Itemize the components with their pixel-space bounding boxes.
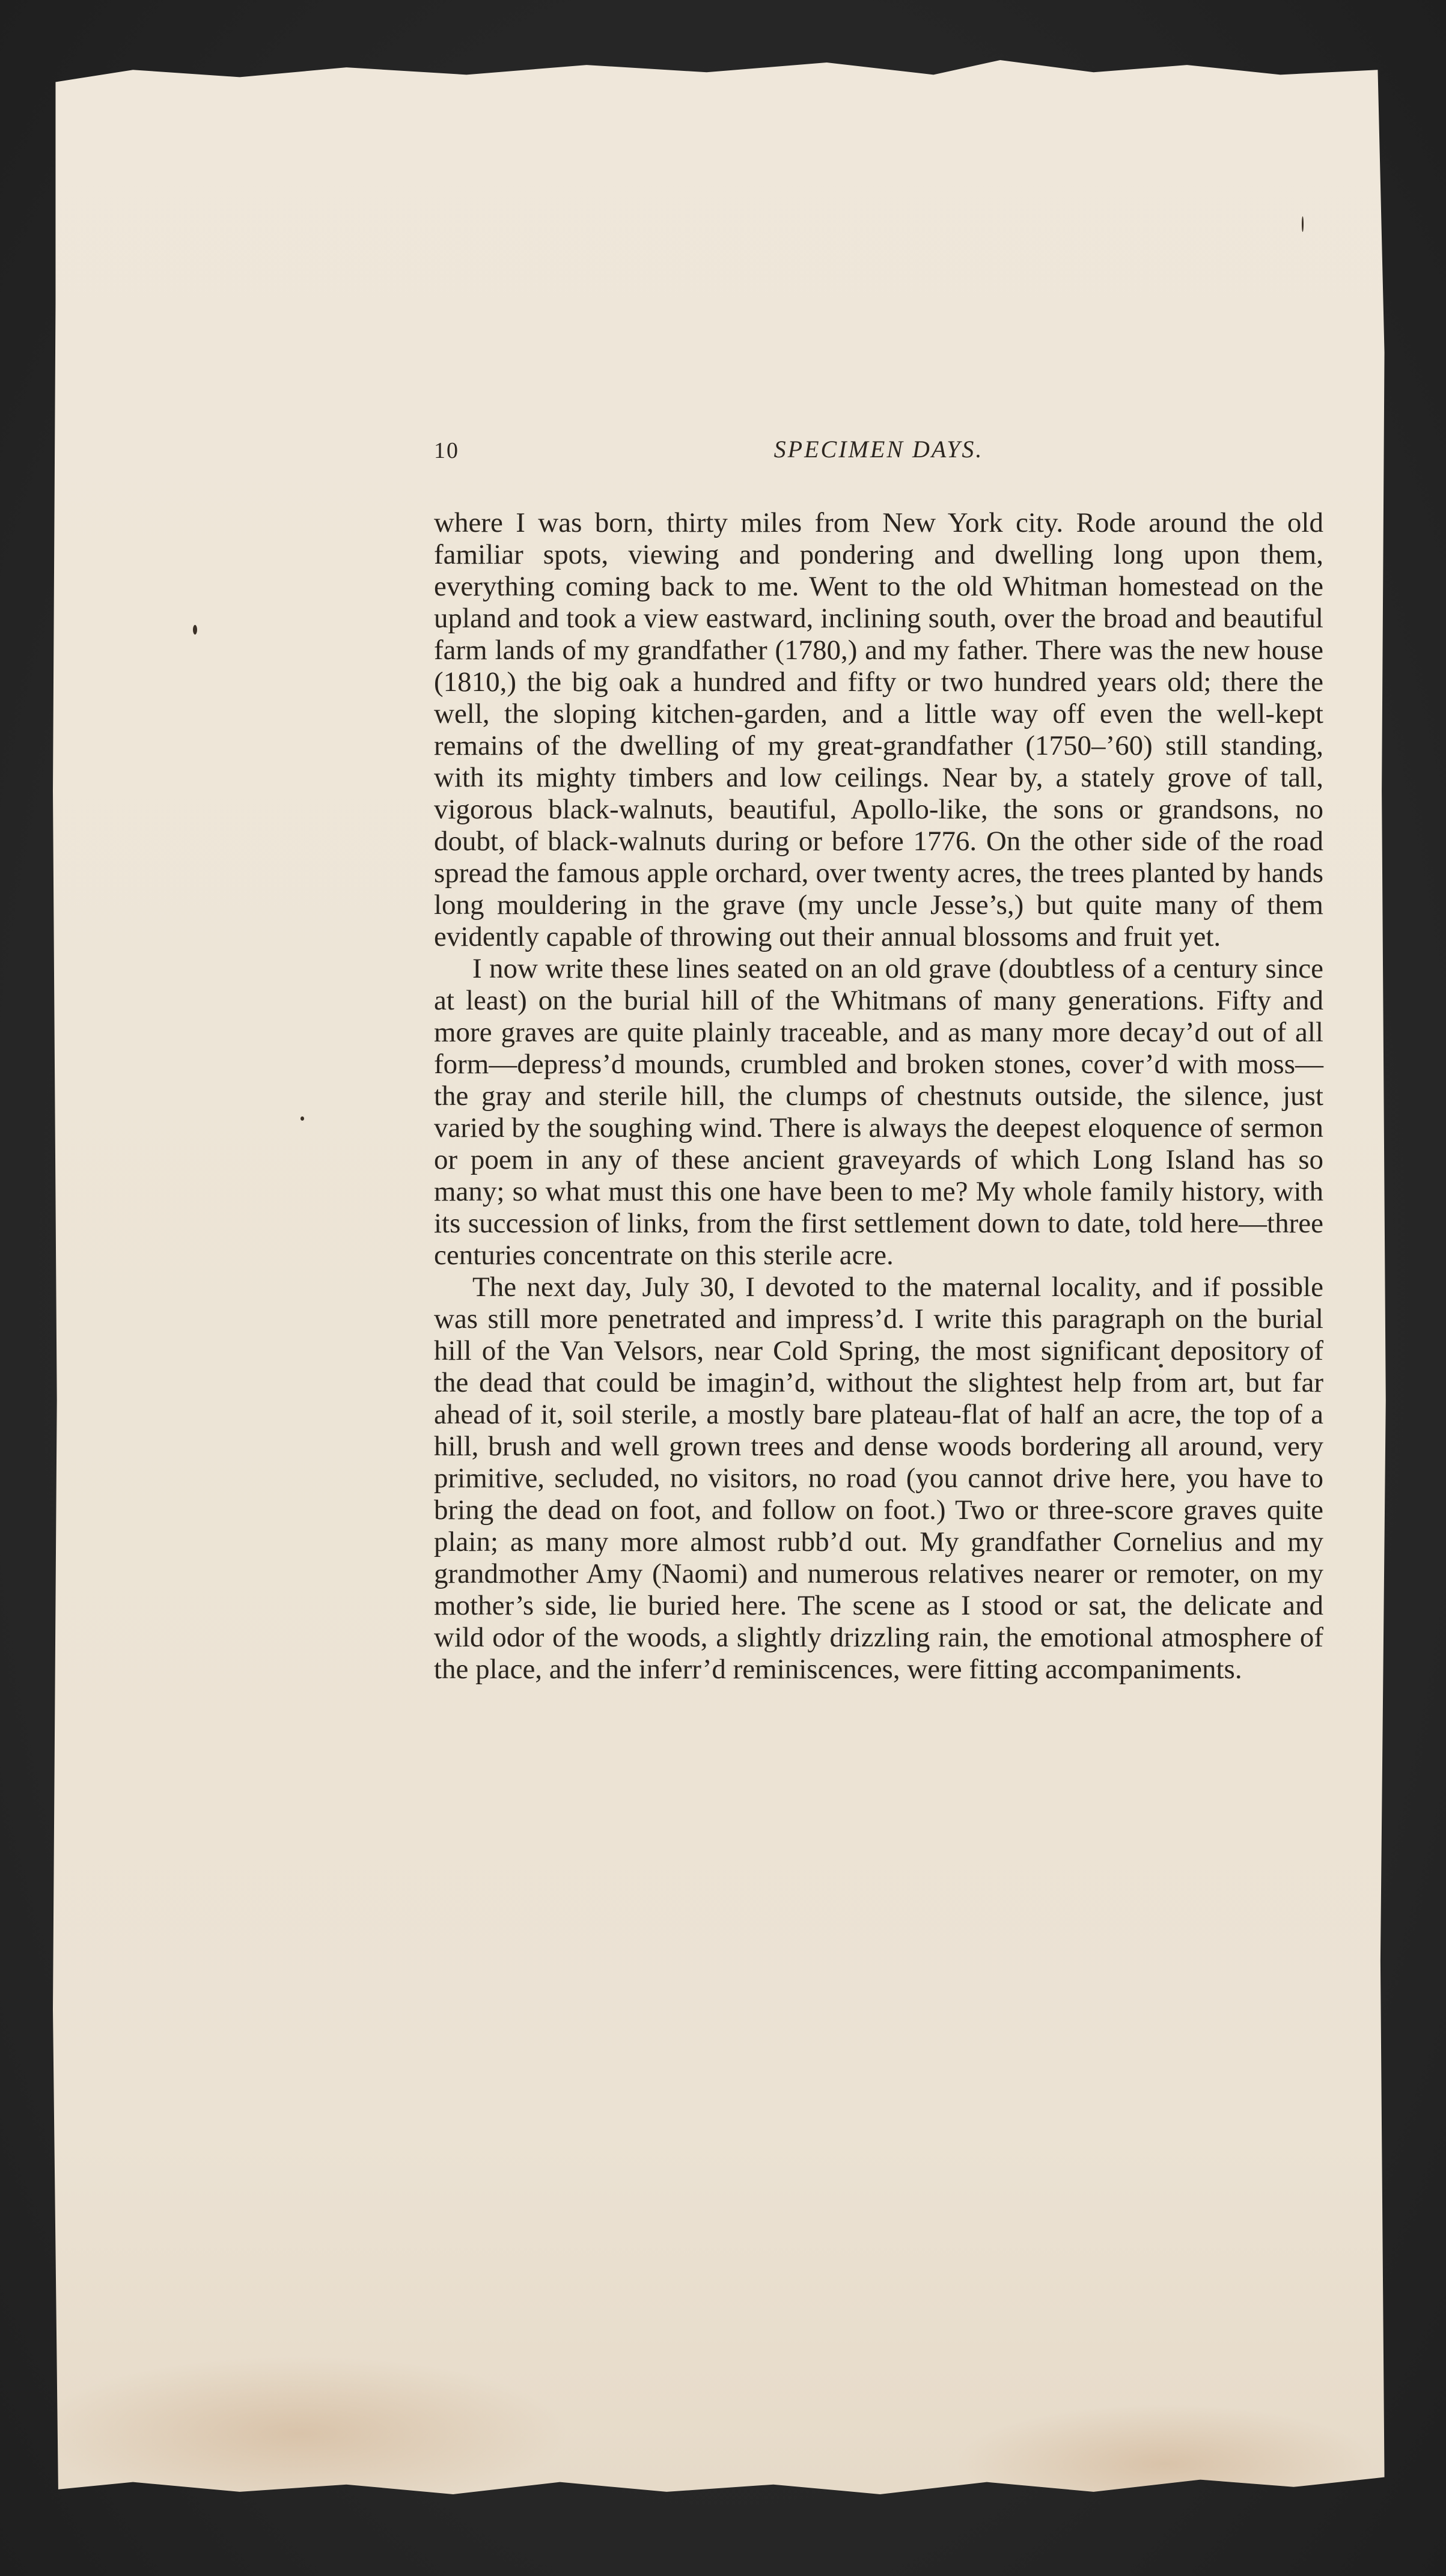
paragraph: where I was born, thirty miles from New York city. Rode around the old familiar spots, viewing and pondering and dwelling long upon them, everything coming back to me. Went to the old Whitman homestead on the upland and took a view eastward, inclining south, over the broad and beautiful farm lands of my grandfather (1780,) and my father. There was the new house (1810,) the big oak a hundred and fifty or two hundred years old; there the well, the sloping kitchen-garden, and a little way off even the well-kept remains of the dwelling of my great-grandfather (1750–’60) still standing, with its mighty timbers and low ceilings. Near by, a stately grove of tall, vigorous black-walnuts, beautiful, Apollo-like, the sons or grandsons, no doubt, of black-walnuts during or before 1776. On the other side of the road spread the famous apple orchard, over twenty acres, the trees planted by hands long mouldering in the grave (my uncle Jesse’s,) but quite many of them evidently capable of throwing out their annual blossoms and fruit yet. bbox=[434, 507, 1323, 952]
paragraph: I now write these lines seated on an old grave (doubtless of a century since at least) on the burial hill of the Whitmans of many generations. Fifty and more graves are quite plainly traceable, and as many more decay’d out of all form—depress’d mounds, crumbled and broken stones, cover’d with moss—the gray and sterile hill, the clumps of chestnuts outside, the silence, just varied by the soughing wind. There is always the deepest eloquence of sermon or poem in any of these ancient graveyards of which Long Island has so many; so what must this one have been to me? My whole family history, with its succession of links, from the first settlement down to date, told here—three centuries concentrate on this sterile acre. bbox=[434, 953, 1323, 1271]
page-header bbox=[434, 437, 1323, 480]
paper-speck bbox=[300, 1116, 304, 1121]
running-title: SPECIMEN DAYS. bbox=[773, 436, 984, 463]
paper-speck bbox=[1302, 216, 1304, 232]
page-number: 10 bbox=[434, 438, 459, 463]
body-text bbox=[434, 507, 1323, 1685]
paragraph: The next day, July 30, I devoted to the maternal locality, and if possible was still more penetrated and impress’d. I write this paragraph on the burial hill of the Van Velsors, near Cold Spring, the most significant depository of the dead that could be imagin’d, without the slightest help from art, but far ahead of it, soil sterile, a mostly bare plateau-flat of half an acre, the top of a hill, brush and well grown trees and dense woods bordering all around, very primitive, secluded, no visitors, no road (you cannot drive here, you have to bring the dead on foot, and follow on foot.) Two or three-score graves quite plain; as many more almost rubb’d out. My grandfather Cornelius and my grandmother Amy (Naomi) and numerous relatives nearer or remoter, on my mother’s side, lie buried here. The scene as I stood or sat, the delicate and wild odor of the woods, a slightly drizzling rain, the emotional atmosphere of the place, and the inferr’d reminiscences, were fitting accompaniments. bbox=[434, 1271, 1323, 1685]
paper-speck bbox=[193, 625, 197, 635]
